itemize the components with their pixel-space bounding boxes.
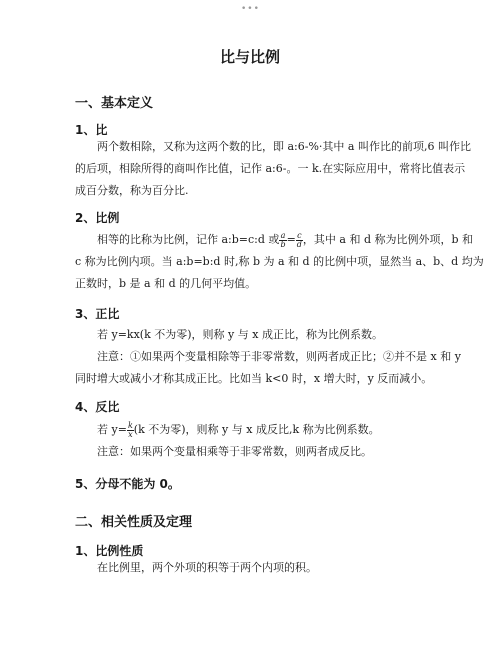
- text-line: [75, 419, 427, 441]
- text-line: 两个数相除，又称为这两个数的比，即 a:6-%·其中 a 叫作比的前项,6 叫作比: [97, 140, 471, 153]
- fraction-a-over-b: [279, 232, 286, 249]
- fraction-numerator: k: [127, 420, 133, 430]
- subheading-proportion-property: 1、比例性质: [75, 544, 144, 558]
- text-fragment: (k 不为零)，则称 y 与 x 成反比,k 称为比例系数。: [133, 423, 380, 436]
- subheading-inverse-proportion: 4、反比: [75, 400, 120, 414]
- text-line: 同时增大或减小才称其成正比。比如当 k<0 时，x 增大时，y 反而减小。: [75, 372, 433, 385]
- fraction-numerator: c: [297, 230, 302, 240]
- subheading-ratio: 1、比: [75, 123, 108, 137]
- fraction-denominator: b: [280, 239, 286, 249]
- text-line: 在比例里，两个外项的积等于两个内项的积。: [97, 561, 317, 574]
- equals-sign: =: [286, 233, 296, 246]
- paragraph-proportion-property: [75, 557, 427, 579]
- text-line: 注意：①如果两个变量相除等于非零常数，则两者成正比；②并不是 x 和 y: [97, 350, 461, 363]
- section-heading-basic-definitions: 一、基本定义: [75, 96, 154, 111]
- text-line: 正数时，b 是 a 和 d 的几何平均值。: [75, 277, 257, 290]
- fraction-k-over-x: [127, 422, 134, 439]
- text-fragment: 若 y=: [97, 423, 127, 436]
- text-line: 注意：如果两个变量相乘等于非零常数，则两者成反比。: [97, 445, 372, 458]
- document-title: 比与比例: [219, 48, 280, 66]
- fraction-c-over-d: [296, 232, 303, 249]
- text-fragment: ，其中 a 和 d 称为比例外项，b 和: [302, 233, 474, 246]
- text-line: 成百分数，称为百分比.: [75, 184, 189, 197]
- subheading-direct-proportion: 3、正比: [75, 307, 120, 321]
- text-line: c 称为比例内项。当 a:b=b:d 时,称 b 为 a 和 d 的比例中项，显然当 a、b、d 均为: [75, 255, 484, 268]
- fraction-denominator: d: [296, 239, 302, 249]
- text-fragment: 相等的比称为比例，记作 a:b=c:d 或: [97, 233, 280, 246]
- paragraph-ratio: [75, 136, 471, 202]
- paragraph-proportion: [75, 229, 484, 295]
- subheading-proportion: 2、比例: [75, 211, 120, 225]
- text-line: [75, 229, 474, 251]
- window-handle-dots[interactable]: •••: [241, 4, 260, 14]
- fraction-denominator: x: [128, 429, 133, 439]
- text-line: 若 y=kx(k 不为零)，则称 y 与 x 成正比，称为比例系数。: [97, 328, 383, 341]
- paragraph-direct-proportion: [75, 324, 461, 390]
- section-heading-properties-theorems: 二、相关性质及定理: [75, 515, 193, 530]
- fraction-numerator: a: [280, 230, 286, 240]
- paragraph-inverse-proportion: [75, 419, 427, 463]
- subheading-denominator-not-zero: 5、分母不能为 0。: [75, 477, 180, 491]
- text-line: 的后项，相除所得的商叫作比值，记作 a:6-。一 k.在实际应用中，常将比值表示: [75, 162, 466, 175]
